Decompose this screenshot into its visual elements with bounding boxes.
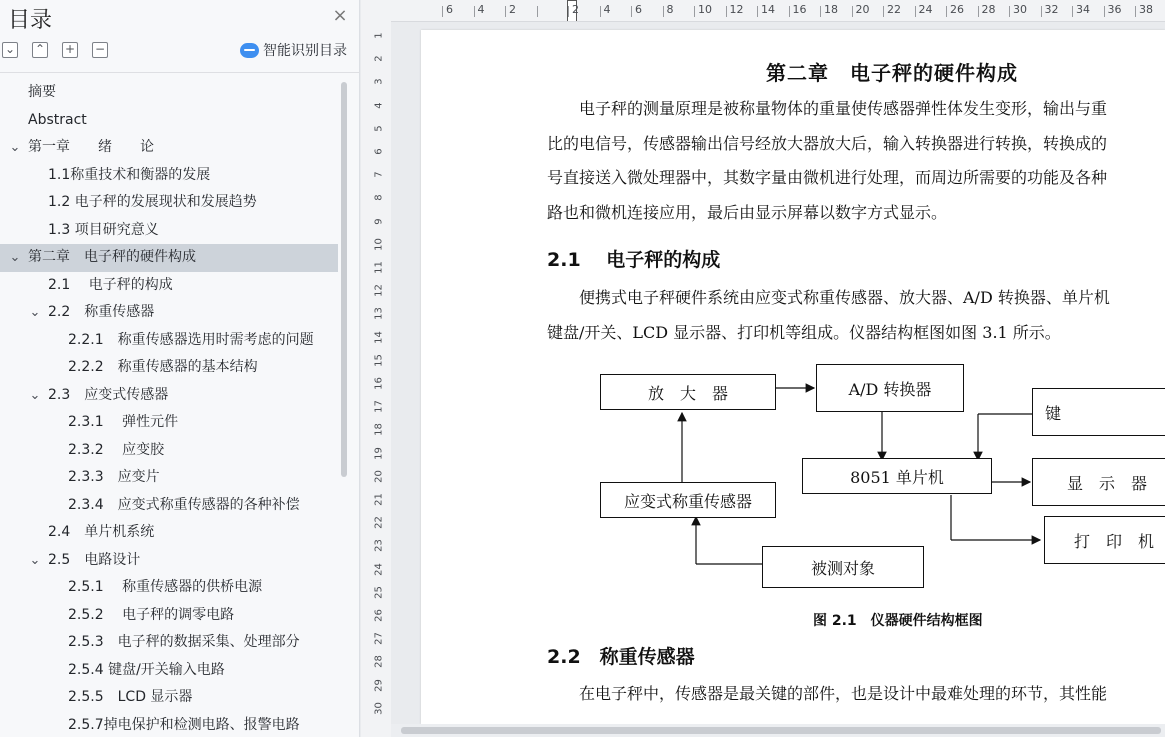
ruler-label: 24 xyxy=(373,562,385,576)
paragraph-line: 号直接送入微处理器中，其数字量由微机进行处理，而周边所需要的功能及各种 xyxy=(547,168,1108,187)
ruler-label: 12 xyxy=(373,284,385,298)
document-page[interactable] xyxy=(421,30,1165,724)
toc-item-label: 1.3 项目研究意义 xyxy=(48,221,159,238)
ruler-label: 19 xyxy=(373,446,385,460)
ruler-tick xyxy=(757,6,758,17)
chevron-down-icon[interactable]: ⌄ xyxy=(29,305,41,320)
ruler-tick xyxy=(600,6,601,17)
toc-item[interactable] xyxy=(0,382,338,410)
divider xyxy=(0,72,360,73)
section-heading: 2.2 称重传感器 xyxy=(547,646,695,668)
printer-box: 打 印 机 xyxy=(1044,516,1165,564)
paragraph-line: 便携式电子秤硬件系统由应变式称重传感器、放大器、A/D 转换器、单片机 xyxy=(547,288,1110,307)
display-box: 显 示 器 xyxy=(1032,458,1165,506)
toc-item[interactable] xyxy=(0,437,338,465)
ruler-label: 15 xyxy=(373,353,385,367)
toc-item-label: 第二章 电子秤的硬件构成 xyxy=(28,249,196,265)
toc-item[interactable] xyxy=(0,519,338,547)
ruler-label: 8 xyxy=(373,194,385,202)
toc-item-label: 2.3.3 应变片 xyxy=(68,469,160,485)
toc-item-label: 2.3 应变式传感器 xyxy=(48,386,169,403)
ruler-label: 6 xyxy=(373,148,385,155)
toc-item-label: 2.5 电路设计 xyxy=(48,551,141,568)
ruler-tick xyxy=(1072,6,1073,17)
ruler-tick xyxy=(1009,6,1010,17)
horizontal-scrollbar-thumb[interactable] xyxy=(401,727,1161,734)
ruler-label: 21 xyxy=(373,493,385,506)
ruler-tick xyxy=(946,6,947,17)
paragraph-line: 键盘/开关、LCD 显示器、打印机等组成。仪器结构框图如图 3.1 所示。 xyxy=(547,322,1061,342)
ruler-label: 7 xyxy=(373,171,385,178)
toc-item[interactable] xyxy=(0,244,338,272)
figure-caption: 图 2.1 仪器硬件结构框图 xyxy=(813,613,983,629)
toc-item-label: 2.2.1 称重传感器选用时需考虑的问题 xyxy=(68,331,314,348)
toc-item-label: 2.5.1 称重传感器的供桥电源 xyxy=(68,579,263,595)
ruler-label: 1 xyxy=(373,32,385,39)
toc-item-label: 1.1称重技术和衡器的发展 xyxy=(48,166,211,183)
ruler-label: 24 xyxy=(918,3,933,16)
ruler-label: 5 xyxy=(373,125,385,132)
toc-item[interactable] xyxy=(0,492,338,520)
ruler-label: 29 xyxy=(373,678,385,692)
ruler-label: 28 xyxy=(373,655,385,669)
toc-item-label: 2.1 电子秤的构成 xyxy=(48,276,173,293)
sensor-box: 应变式称重传感器 xyxy=(600,482,776,518)
ruler-label: 26 xyxy=(950,3,964,16)
ruler-label: 18 xyxy=(373,423,385,437)
ruler-tick xyxy=(1104,6,1105,17)
remove-heading-icon[interactable]: − xyxy=(92,42,108,58)
ruler-label: 18 xyxy=(824,3,838,16)
toc-item[interactable] xyxy=(0,134,338,162)
ruler-tick xyxy=(726,6,727,17)
ruler-tick xyxy=(537,6,538,17)
add-heading-icon[interactable]: + xyxy=(62,42,78,58)
ruler-label: 16 xyxy=(792,3,807,16)
toc-item-label: 2.5.2 电子秤的调零电路 xyxy=(68,606,235,623)
ruler-label: 2 xyxy=(572,3,579,16)
object-box: 被测对象 xyxy=(762,546,924,588)
ruler-label: 6 xyxy=(446,3,453,16)
horizontal-scrollbar[interactable] xyxy=(391,724,1165,737)
ruler-label: 4 xyxy=(603,3,611,16)
toc-item-label: 2.3.2 应变胶 xyxy=(68,441,165,458)
toc-item-label: 2.2 称重传感器 xyxy=(48,304,155,320)
toc-item[interactable] xyxy=(0,712,338,737)
ruler-tick xyxy=(1041,6,1042,17)
ruler-tick xyxy=(694,6,695,17)
ruler-label: 10 xyxy=(373,237,385,251)
toc-item-label: Abstract xyxy=(28,111,87,128)
toc-item-label: 第一章 绪 论 xyxy=(28,139,154,155)
toc-item[interactable] xyxy=(0,189,338,217)
smart-toc-label: 智能识别目录 xyxy=(263,43,347,59)
expand-all-icon[interactable]: ⌄ xyxy=(2,42,18,58)
toc-item-label: 2.3.4 应变式称重传感器的各种补偿 xyxy=(68,496,300,513)
chapter-title: 第二章 电子秤的硬件构成 xyxy=(766,61,1018,85)
ruler-label: 2 xyxy=(373,55,385,62)
ruler-tick xyxy=(852,6,853,17)
close-icon[interactable]: × xyxy=(332,5,348,26)
ruler-label: 36 xyxy=(1107,3,1122,16)
toc-item-label: 摘要 xyxy=(28,84,56,100)
paragraph-line: 在电子秤中，传感器是最关键的部件，也是设计中最难处理的环节，其性能 xyxy=(547,684,1108,703)
toc-item[interactable] xyxy=(0,602,338,630)
ruler-label: 11 xyxy=(373,261,385,274)
ruler-label: 28 xyxy=(981,3,996,16)
paragraph-line: 电子秤的测量原理是被称量物体的重量使传感器弹性体发生变形，输出与重 xyxy=(547,99,1108,118)
toc-item-label: 2.4 单片机系统 xyxy=(48,524,155,540)
chevron-down-icon[interactable]: ⌄ xyxy=(9,140,21,155)
ruler-tick xyxy=(820,6,821,17)
ruler-label: 16 xyxy=(373,377,385,390)
keyboard-box: 键 xyxy=(1032,388,1165,436)
smart-toc-button[interactable] xyxy=(240,40,347,60)
ruler-label: 25 xyxy=(373,585,385,599)
mcu-box: 8051 单片机 xyxy=(802,458,992,494)
toc-item[interactable] xyxy=(0,354,338,382)
ruler-label: 8 xyxy=(666,3,674,16)
toc-item-label: 2.5.3 电子秤的数据采集、处理部分 xyxy=(68,634,300,650)
ruler-label: 30 xyxy=(1013,3,1027,16)
ruler-label: 14 xyxy=(373,330,385,344)
ruler-tick xyxy=(663,6,664,17)
ruler-label: 26 xyxy=(373,609,385,622)
ruler-label: 12 xyxy=(729,3,744,16)
ruler-label: 4 xyxy=(373,101,385,109)
chevron-down-icon[interactable]: ⌄ xyxy=(29,552,41,568)
toc-item-label: 1.2 电子秤的发展现状和发展趋势 xyxy=(48,194,257,210)
ruler-label: 20 xyxy=(855,3,870,16)
toc-title: 目录 xyxy=(8,8,53,33)
ruler-label: 27 xyxy=(373,632,385,646)
toc-item[interactable] xyxy=(0,409,338,437)
ruler-tick xyxy=(915,6,916,17)
chevron-down-icon[interactable]: ⌄ xyxy=(29,387,41,403)
cloud-icon xyxy=(240,43,259,58)
toc-item[interactable] xyxy=(0,464,338,492)
ruler-label: 20 xyxy=(373,469,385,483)
ruler-label: 6 xyxy=(635,3,642,16)
ruler-tick xyxy=(505,6,506,17)
ruler-tick xyxy=(978,6,979,17)
ruler-tick xyxy=(474,6,475,17)
toc-item[interactable] xyxy=(0,162,338,190)
toc-item[interactable] xyxy=(0,629,338,657)
ruler-label: 3 xyxy=(373,78,385,86)
toc-item-label: 2.3.1 弹性元件 xyxy=(68,414,179,430)
collapse-all-icon[interactable]: ⌃ xyxy=(32,42,48,58)
toc-item[interactable] xyxy=(0,217,338,245)
toc-item-label: 2.5.5 LCD 显示器 xyxy=(68,689,193,705)
toc-item[interactable] xyxy=(0,327,338,355)
toc-item[interactable] xyxy=(0,107,338,135)
ruler-label: 9 xyxy=(373,217,385,225)
toc-item-label: 2.2.2 称重传感器的基本结构 xyxy=(68,359,258,375)
ruler-label: 4 xyxy=(477,3,485,16)
paragraph-line: 路也和微机连接应用，最后由显示屏幕以数字方式显示。 xyxy=(547,202,948,222)
toc-item[interactable] xyxy=(0,684,338,712)
ruler-tick xyxy=(789,6,790,17)
ruler-tick xyxy=(883,6,884,17)
toc-item[interactable] xyxy=(0,547,338,575)
toc-item[interactable] xyxy=(0,574,338,602)
toc-item-label: 2.5.7掉电保护和检测电路、报警电路 xyxy=(68,716,300,733)
section-heading: 2.1 电子秤的构成 xyxy=(547,249,721,271)
ruler-label: 22 xyxy=(373,516,385,530)
toc-item[interactable] xyxy=(0,272,338,300)
horizontal-ruler[interactable] xyxy=(391,0,1165,22)
toc-item-label: 2.5.4 键盘/开关输入电路 xyxy=(68,661,225,678)
amplifier-box: 放 大 器 xyxy=(600,374,776,410)
paragraph-line: 比的电信号，传感器输出信号经放大器放大后，输入转换器进行转换，转换成的 xyxy=(547,133,1108,153)
ruler-label: 13 xyxy=(373,307,385,321)
toc-scrollbar[interactable] xyxy=(341,82,347,477)
ruler-label: 2 xyxy=(509,3,516,16)
ruler-tick xyxy=(631,6,632,17)
chevron-down-icon[interactable]: ⌄ xyxy=(9,250,21,265)
ruler-label: 32 xyxy=(1044,3,1059,16)
adc-box: A/D 转换器 xyxy=(816,364,964,412)
ruler-label: 23 xyxy=(373,539,385,553)
ruler-label: 38 xyxy=(1139,3,1153,16)
toc-item[interactable] xyxy=(0,299,338,327)
ruler-label: 34 xyxy=(1076,3,1090,16)
toc-panel xyxy=(0,0,360,737)
ruler-label: 30 xyxy=(373,701,385,715)
ruler-tick xyxy=(568,6,569,17)
ruler-label: 14 xyxy=(761,3,775,16)
ruler-tick xyxy=(1135,6,1136,17)
toc-item[interactable] xyxy=(0,657,338,685)
vertical-ruler[interactable] xyxy=(369,22,389,722)
toc-list xyxy=(0,79,338,737)
toc-item[interactable] xyxy=(0,79,338,107)
ruler-label: 22 xyxy=(887,3,901,16)
ruler-label: 17 xyxy=(373,400,385,414)
ruler-label: 10 xyxy=(698,3,712,16)
ruler-tick xyxy=(442,6,443,17)
